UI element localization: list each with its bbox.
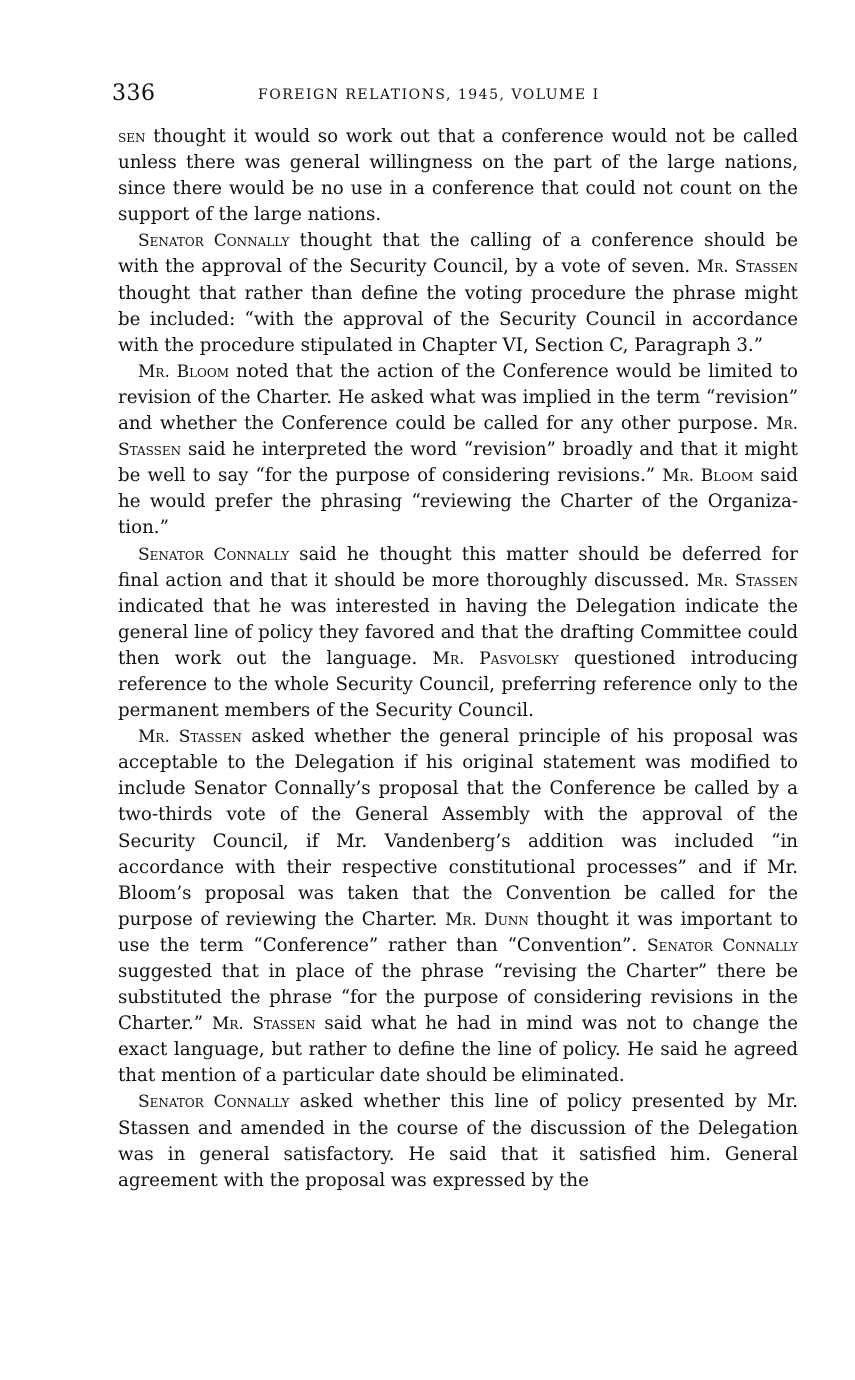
running-title: FOREIGN RELATIONS, 1945, VOLUME I: [258, 87, 600, 103]
paragraph-3: [118, 359, 798, 542]
paragraph-text: thought it would so work out that a conference would not be called unless there was general willingness on the part of the large nations, since there would be no use in a conference that could not count on the support of the large nations.: [118, 126, 798, 226]
speaker-name: Mr. Stassen: [118, 414, 798, 461]
paragraph-text: questioned introducing reference to the whole Security Council, preferring reference only to the permanent members of the Security Council.: [118, 647, 798, 722]
speaker-name: Mr. Stassen: [138, 727, 242, 748]
speaker-name: Mr. Bloom: [662, 466, 754, 487]
running-head: [112, 78, 798, 110]
paragraph-text: noted that the action of the Conference would be limited to revision of the Charter. He asked what was implied in the term “revision” and whether the Conference could be called for any other purpose.: [118, 360, 798, 435]
paragraph-text: thought it was important to use the term “Conference” rather than “Convention”.: [118, 908, 798, 956]
speaker-name: Mr. Stassen: [696, 257, 798, 278]
paragraph-text: thought that the calling of a conference should be with the approval of the Security Council, by a vote of seven.: [118, 230, 798, 278]
speaker-name: Mr. Stassen: [696, 570, 798, 591]
body-text: [118, 124, 798, 1194]
page-number: 336: [112, 81, 156, 106]
speaker-name: Senator Connally: [138, 544, 290, 565]
speaker-name: Mr. Stassen: [211, 1014, 316, 1035]
speaker-name: Mr. Dunn: [445, 909, 529, 930]
paragraph-text: thought that rather than define the voting procedure the phrase might be included: “with the approval of the Security Council in accordance with the procedure stipulated in Chapter VI, Section C, Paragraph 3.”: [118, 282, 798, 356]
paragraph-text: said he interpreted the word “revision” broadly and that it might be well to say “for the purpose of considering revisions.”: [118, 439, 798, 487]
speaker-name: Senator Connally: [647, 935, 798, 956]
speaker-name: Senator Connally: [138, 1092, 290, 1113]
speaker-name: sen: [118, 127, 146, 147]
paragraph-text: said what he had in mind was not to change the exact language, but rather to define the line of policy. He said he agreed that mention of a particular date should be eliminated.: [118, 1013, 798, 1087]
paragraph-text: indicated that he was interested in having the Delegation indicate the general line of policy they favored and that the drafting Committee could then work out the language.: [118, 595, 798, 669]
paragraph-6: [118, 1089, 798, 1193]
paragraph-5: [118, 724, 798, 1089]
paragraph-text: asked whether this line of policy presented by Mr. Stassen and amended in the course of the discussion of the Delegation was in general satisfactory. He said that it satisfied him. General agreement with the proposal was expressed by the: [118, 1091, 798, 1191]
paragraph-text: said he thought this matter should be deferred for final action and that it should be more thoroughly discussed.: [118, 543, 798, 591]
paragraph-text: suggested that in place of the phrase “revising the Charter” there be substituted the phrase “for the purpose of considering revisions in the Charter.”: [118, 961, 798, 1035]
paragraph-text: said he would prefer the phrasing “reviewing the Charter of the Organization.”: [118, 465, 798, 539]
paragraph-text: asked whether the general principle of his proposal was acceptable to the Delegation if his original statement was modified to include Senator Connally’s proposal that the Conference be called by a two-thirds vote of the General Assembly with the approval of the Security Council, if Mr. Vandenberg’s addition was included “in accordance with their respective constitutional processes” and if Mr. Bloom’s proposal was taken that the Convention be called for the purpose of reviewing the Charter.: [118, 726, 798, 930]
speaker-name: Mr. Bloom: [138, 361, 230, 382]
paragraph-1: [118, 124, 798, 228]
speaker-name: Mr. Pasvolsky: [432, 648, 559, 669]
paragraph-4: [118, 542, 798, 725]
speaker-name: Senator Connally: [138, 231, 290, 252]
paragraph-2: [118, 228, 798, 358]
document-page: [112, 78, 798, 1194]
